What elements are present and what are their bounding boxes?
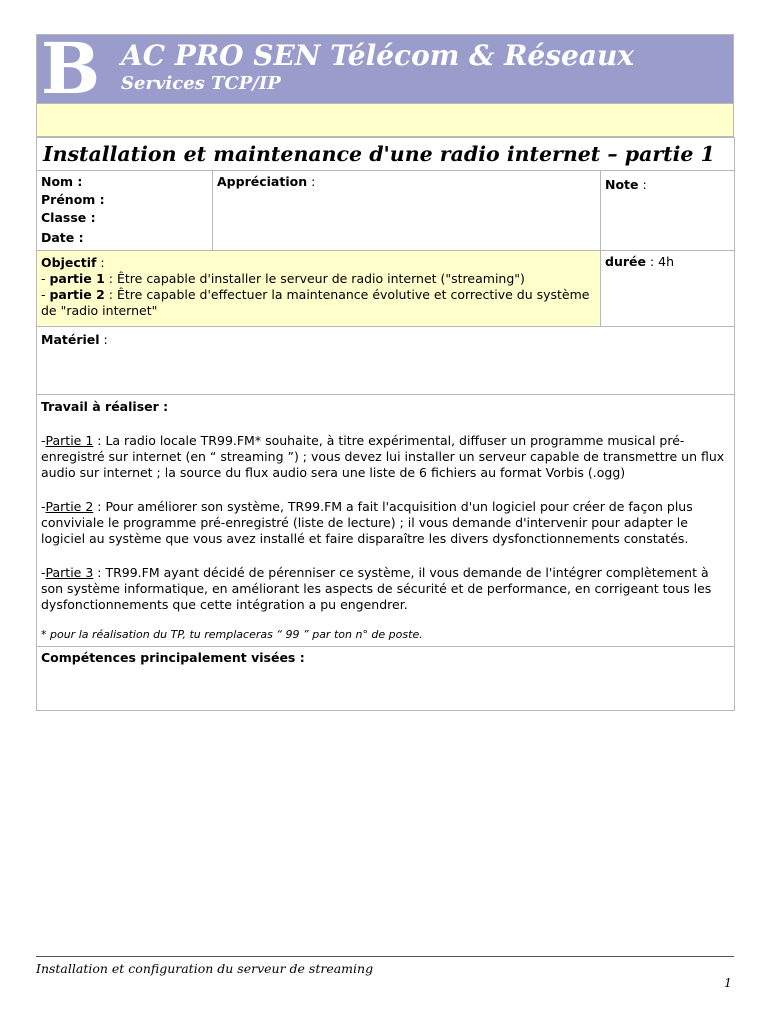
objectif-dash: - xyxy=(41,271,50,286)
travail-partie2 xyxy=(41,499,730,547)
travail-dash: - xyxy=(41,565,46,580)
competences-cell xyxy=(37,647,735,711)
identity-cell xyxy=(37,171,213,251)
partie2-label: partie 2 xyxy=(49,287,105,302)
travail-note: * pour la réalisation du TP, tu remplaceras “ 99 ” par ton n° de poste. xyxy=(41,628,423,641)
header-band xyxy=(36,104,734,137)
travail-partie3-label: Partie 3 xyxy=(45,565,94,580)
travail-partie3 xyxy=(41,565,730,613)
header-title: AC PRO SEN Télécom & Réseaux xyxy=(121,39,634,72)
objectif-partie1 xyxy=(41,271,596,287)
travail-dash: - xyxy=(41,433,46,448)
partie1-text: : Être capable d'installer le serveur de radio internet ("streaming") xyxy=(104,271,525,286)
date-label: Date : xyxy=(41,230,84,245)
materiel-cell xyxy=(37,327,735,395)
appreciation-sep: : xyxy=(307,174,316,189)
document-title: Installation et maintenance d'une radio internet – partie 1 xyxy=(37,138,735,171)
page-number: 1 xyxy=(724,975,732,990)
appreciation-label: Appréciation xyxy=(217,174,308,189)
prenom-label: Prénom : xyxy=(41,192,105,207)
objectif-partie2 xyxy=(41,287,596,319)
travail-partie2-text: : Pour améliorer son système, TR99.FM a fait l'acquisition d'un logiciel pour créer de façon plus conviviale le programme pré-enregistré (liste de lecture) ; il vous demande d'intervenir pour adapter le logiciel au système que vous avez installé et faire disparaître les divers dysfonctionnements constatés. xyxy=(41,499,693,546)
travail-partie1-label: Partie 1 xyxy=(45,433,94,448)
note-sep: : xyxy=(638,177,647,192)
travail-partie3-text: : TR99.FM ayant décidé de pérenniser ce système, il vous demande de l'intégrer complètement à son système informatique, en améliorant les aspects de sécurité et de performance, en corrigeant tous les dysfonctionnements que cette intégration a pu engendrer. xyxy=(41,565,712,612)
footer-text: Installation et configuration du serveur de streaming xyxy=(36,961,374,976)
travail-dash: - xyxy=(41,499,46,514)
travail-partie1-text: : La radio locale TR99.FM* souhaite, à titre expérimental, diffuser un programme musical pré-enregistré sur internet (en “ streaming ”) ; vous devez lui installer un serveur capable de transmettre un flux audio sur internet ; la source du flux audio sera une liste de 6 fichiers au format Vorbis (.ogg) xyxy=(41,433,725,480)
partie2-text: : Être capable d'effectuer la maintenance évolutive et corrective du système de "radio internet" xyxy=(41,287,590,318)
objectif-dash: - xyxy=(41,287,50,302)
materiel-label: Matériel xyxy=(41,332,100,347)
travail-label: Travail à réaliser : xyxy=(41,399,169,414)
materiel-sep: : xyxy=(99,332,108,347)
logo-letter: B xyxy=(41,27,101,110)
partie1-label: partie 1 xyxy=(49,271,105,286)
duree-cell xyxy=(601,251,735,327)
nom-label: Nom : xyxy=(41,174,83,189)
header-banner xyxy=(36,27,734,110)
duree-label: durée xyxy=(605,254,646,269)
note-label: Note xyxy=(605,177,639,192)
objectif-sep: : xyxy=(96,255,105,270)
header-subtitle: Services TCP/IP xyxy=(121,73,281,94)
classe-label: Classe : xyxy=(41,210,96,225)
objectif-cell xyxy=(37,251,601,327)
travail-cell xyxy=(37,395,735,647)
document-page xyxy=(36,27,734,711)
note-cell xyxy=(601,171,735,251)
footer-divider xyxy=(36,956,734,957)
duree-value: : 4h xyxy=(645,254,675,269)
travail-partie2-label: Partie 2 xyxy=(45,499,94,514)
objectif-label: Objectif xyxy=(41,255,97,270)
worksheet-table xyxy=(36,137,735,711)
appreciation-cell xyxy=(213,171,601,251)
competences-label: Compétences principalement visées : xyxy=(41,650,305,665)
travail-partie1 xyxy=(41,433,730,481)
